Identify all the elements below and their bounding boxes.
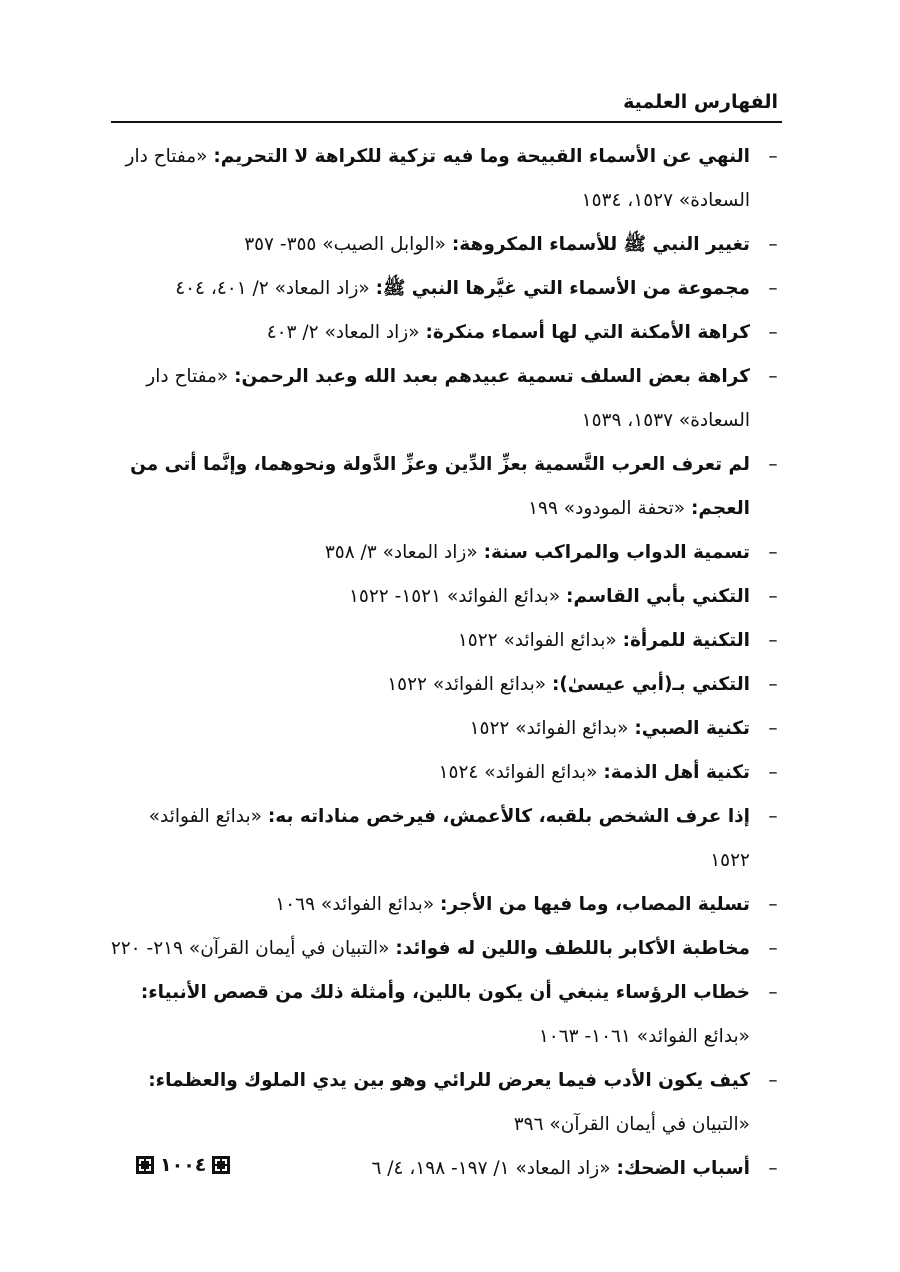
entry-title: تكنية أهل الذمة: [603, 762, 750, 783]
entry-dash: – [768, 146, 778, 167]
entry-title: خطاب الرؤساء ينبغي أن يكون باللين، وأمثلة ذلك من قصص الأنبياء: [140, 982, 750, 1003]
index-entries [110, 135, 782, 1191]
entry-dash: – [768, 806, 778, 827]
entry-dash: – [768, 1158, 778, 1179]
entry-title: تسمية الدواب والمراكب سنة: [483, 542, 750, 563]
entry-reference: «تحفة المودود» ١٩٩ [528, 498, 686, 519]
entry-reference: «مفتاح دار السعادة» ١٥٣٧، ١٥٣٩ [146, 366, 750, 431]
entry-reference: «التبيان في أيمان القرآن» ٣٩٦ [513, 1114, 750, 1135]
entry-dash: – [768, 982, 778, 1003]
entry-dash: – [768, 718, 778, 739]
entry-title: تسلية المصاب، وما فيها من الأجر: [440, 894, 750, 915]
entry-dash: – [768, 366, 778, 387]
entry-title: تغيير النبي ﷺ للأسماء المكروهة: [451, 234, 750, 255]
index-entry [110, 311, 782, 355]
index-entry [110, 619, 782, 663]
entry-reference: «زاد المعاد» ٢/ ٤٠١، ٤٠٤ [175, 278, 370, 299]
index-entry [110, 355, 782, 443]
entry-reference: «زاد المعاد» ٣/ ٣٥٨ [324, 542, 478, 563]
entry-title: التكني بـ(أبي عيسىٰ): [551, 674, 750, 695]
entry-title: كراهة الأمكنة التي لها أسماء منكرة: [425, 322, 750, 343]
index-entry [110, 663, 782, 707]
index-entry [110, 1059, 782, 1147]
index-entry [110, 531, 782, 575]
entry-reference: «بدائع الفوائد» ١٥٢٢ [148, 806, 750, 871]
entry-title: لم تعرف العرب التَّسمية بعزِّ الدِّين وعزِّ الدَّولة ونحوهما، وإنَّما أتى من العجم: [130, 454, 750, 519]
entry-reference: «زاد المعاد» ١/ ١٩٧- ١٩٨، ٤/ ٦ [371, 1158, 611, 1179]
entry-reference: «بدائع الفوائد» ١٥٢٢ [387, 674, 547, 695]
entry-dash: – [768, 938, 778, 959]
entry-dash: – [768, 894, 778, 915]
entry-dash: – [768, 454, 778, 475]
entry-reference: «بدائع الفوائد» ١٠٦١- ١٠٦٣ [538, 1026, 750, 1047]
index-entry [110, 575, 782, 619]
entry-reference: «التبيان في أيمان القرآن» ٢١٩- ٢٢٠ [110, 938, 390, 959]
entry-title: التكنية للمرأة: [622, 630, 750, 651]
entry-title: تكنية الصبي: [634, 718, 750, 739]
entry-reference: «بدائع الفوائد» ١٥٢٤ [438, 762, 598, 783]
entry-reference: «مفتاح دار السعادة» ١٥٢٧، ١٥٣٤ [125, 146, 750, 211]
entry-dash: – [768, 674, 778, 695]
entry-title: مخاطبة الأكابر باللطف واللين له فوائد: [395, 938, 750, 959]
index-entry [110, 751, 782, 795]
running-head: الفهارس العلمية [623, 91, 778, 113]
entry-dash: – [768, 762, 778, 783]
index-entry [110, 135, 782, 223]
entry-dash: – [768, 542, 778, 563]
entry-reference: «بدائع الفوائد» ١٠٦٩ [275, 894, 435, 915]
ornament-icon [212, 1156, 230, 1174]
index-entry [110, 707, 782, 751]
entry-reference: «بدائع الفوائد» ١٥٢٢ [469, 718, 629, 739]
index-entry [110, 795, 782, 883]
page-footer [136, 1150, 230, 1180]
index-entry [110, 443, 782, 531]
entry-title: كراهة بعض السلف تسمية عبيدهم بعبد الله وعبد الرحمن: [234, 366, 750, 387]
entry-reference: «زاد المعاد» ٢/ ٤٠٣ [266, 322, 420, 343]
entry-dash: – [768, 322, 778, 343]
entry-reference: «الوابل الصيب» ٣٥٥- ٣٥٧ [244, 234, 446, 255]
entry-title: التكني بأبي القاسم: [566, 586, 750, 607]
entry-dash: – [768, 234, 778, 255]
entry-title: كيف يكون الأدب فيما يعرض للرائي وهو بين يدي الملوك والعظماء: [148, 1070, 750, 1091]
entry-dash: – [768, 630, 778, 651]
header-rule [111, 121, 782, 123]
entry-title: مجموعة من الأسماء التي غيَّرها النبي ﷺ: [375, 278, 750, 299]
index-entry [110, 223, 782, 267]
entry-title: النهي عن الأسماء القبيحة وما فيه تزكية للكراهة لا التحريم: [213, 146, 750, 167]
entry-title: إذا عرف الشخص بلقبه، كالأعمش، فيرخص مناداته به: [267, 806, 750, 827]
index-entry [110, 883, 782, 927]
entry-reference: «بدائع الفوائد» ١٥٢٢ [457, 630, 617, 651]
index-entry [110, 927, 782, 971]
ornament-icon [136, 1156, 154, 1174]
index-entry [110, 267, 782, 311]
entry-dash: – [768, 278, 778, 299]
entry-reference: «بدائع الفوائد» ١٥٢١- ١٥٢٢ [349, 586, 561, 607]
page-number: ١٠٠٤ [160, 1154, 207, 1176]
index-entry [110, 971, 782, 1059]
entry-dash: – [768, 1070, 778, 1091]
entry-title: أسباب الضحك: [616, 1158, 750, 1179]
entry-dash: – [768, 586, 778, 607]
